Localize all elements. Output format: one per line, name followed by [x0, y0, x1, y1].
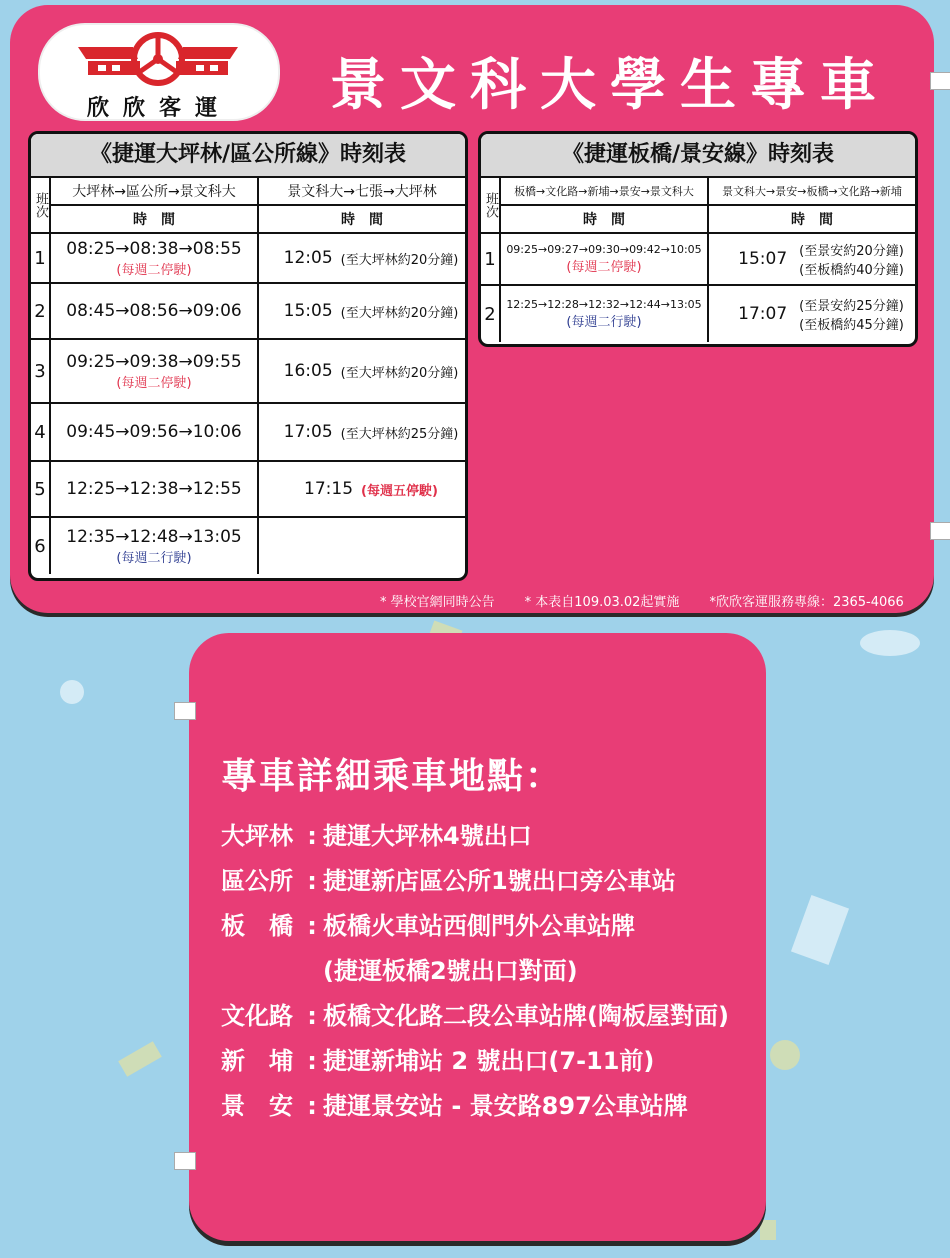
return-time: 15:07 (至景安約20分鐘) (至板橋約40分鐘) [709, 234, 915, 286]
locations-title: 專車詳細乘車地點： [221, 756, 564, 797]
table-body [481, 178, 915, 342]
column-header-outbound: 板橋→文化路→新埔→景安→景文科大 [501, 178, 709, 206]
location-item: 文化路 : 板橋文化路二段公車站牌(陶板屋對面) [221, 996, 729, 1031]
binder-tab [174, 1152, 196, 1170]
row-number: 1 [481, 234, 501, 286]
return-time: 17:05 (至大坪林約25分鐘) [259, 404, 465, 462]
location-detail: 板橋火車站西側門外公車站牌 [323, 912, 635, 940]
column-header-return: 景文科大→景安→板橋→文化路→新埔 [709, 178, 915, 206]
location-name: 景 安 [221, 1092, 293, 1120]
location-detail: 捷運新埔站 2 號出口(7-11前) [323, 1047, 655, 1075]
company-name: 欣欣客運 [86, 96, 231, 121]
outbound-times: 08:45→08:56→09:06 [51, 284, 259, 340]
row-number: 5 [31, 462, 51, 518]
column-header-return: 景文科大→七張→大坪林 [259, 178, 465, 206]
row-number: 2 [481, 286, 501, 342]
footer-note: * 本表自109.03.02起實施 [524, 595, 680, 610]
time-label: 時 間 [51, 206, 259, 234]
location-name: 板 橋 [221, 912, 293, 940]
location-name: 新 埔 [221, 1047, 293, 1075]
location-item: 景 安 : 捷運景安站 - 景安路897公車站牌 [221, 1086, 688, 1121]
outbound-times: 09:25→09:38→09:55 (每週二停駛) [51, 340, 259, 404]
location-detail: (捷運板橋2號出口對面) [323, 957, 578, 985]
return-time: 17:07 (至景安約25分鐘) (至板橋約45分鐘) [709, 286, 915, 342]
return-time: 17:15 (每週五停駛) [259, 462, 465, 518]
location-item: 板 橋 : 板橋火車站西側門外公車站牌 [221, 906, 635, 941]
outbound-times: 12:25→12:38→12:55 [51, 462, 259, 518]
timetable-dapinglin [28, 131, 468, 581]
background-shape [118, 1041, 162, 1077]
location-name: 大坪林 [221, 822, 293, 850]
background-shape [60, 680, 84, 704]
binder-tab [174, 702, 196, 720]
location-item: 大坪林 : 捷運大坪林4號出口 [221, 816, 532, 851]
outbound-times: 12:25→12:28→12:32→12:44→13:05 (每週二行駛) [501, 286, 709, 342]
location-detail: 捷運景安站 - 景安路897公車站牌 [323, 1092, 688, 1120]
footer-note: *欣欣客運服務專線：2365-4066 [709, 595, 904, 610]
outbound-times: 08:25→08:38→08:55 (每週二停駛) [51, 234, 259, 284]
table-title: 《捷運大坪林/區公所線》時刻表 [31, 134, 465, 178]
row-number: 6 [31, 518, 51, 574]
outbound-times: 09:25→09:27→09:30→09:42→10:05 (每週二停駛) [501, 234, 709, 286]
background-shape [860, 630, 920, 656]
binder-tab [930, 522, 950, 540]
page-title: 景文科大學生專車 [330, 53, 890, 118]
timetable-banqiao [478, 131, 918, 347]
footer-note: * 學校官網同時公告 [380, 595, 495, 610]
timetable-panel [10, 5, 934, 613]
location-detail: 捷運新店區公所1號出口旁公車站 [323, 867, 676, 895]
outbound-times: 09:45→09:56→10:06 [51, 404, 259, 462]
location-detail: 捷運大坪林4號出口 [323, 822, 532, 850]
location-item: 新 埔 : 捷運新埔站 2 號出口(7-11前) [221, 1041, 654, 1076]
outbound-times: 12:35→12:48→13:05 (每週二行駛) [51, 518, 259, 574]
background-shape [791, 895, 849, 965]
time-label: 時 間 [709, 206, 915, 234]
column-header-no: 班次 [31, 178, 51, 234]
company-logo [38, 23, 280, 121]
background-shape [770, 1040, 800, 1070]
return-time-empty [259, 518, 465, 574]
time-label: 時 間 [259, 206, 465, 234]
column-header-outbound: 大坪林→區公所→景文科大 [51, 178, 259, 206]
footer-notes [380, 591, 904, 610]
table-body [31, 178, 465, 574]
row-number: 4 [31, 404, 51, 462]
row-number: 3 [31, 340, 51, 404]
return-duration: (至景安約20分鐘) (至板橋約40分鐘) [799, 244, 904, 278]
location-name: 區公所 [221, 867, 293, 895]
table-title: 《捷運板橋/景安線》時刻表 [481, 134, 915, 178]
pickup-locations-panel [189, 633, 766, 1241]
return-time: 15:05 (至大坪林約20分鐘) [259, 284, 465, 340]
return-time: 12:05 (至大坪林約20分鐘) [259, 234, 465, 284]
steering-wheel-wings-icon [78, 29, 238, 93]
return-time: 16:05 (至大坪林約20分鐘) [259, 340, 465, 404]
column-header-no: 班次 [481, 178, 501, 234]
location-name: 文化路 [221, 1002, 293, 1030]
background-shape [760, 1220, 776, 1240]
location-detail: 板橋文化路二段公車站牌(陶板屋對面) [323, 1002, 729, 1030]
return-duration: (至景安約25分鐘) (至板橋約45分鐘) [799, 299, 904, 333]
location-item [221, 951, 578, 986]
row-number: 1 [31, 234, 51, 284]
location-item: 區公所 : 捷運新店區公所1號出口旁公車站 [221, 861, 676, 896]
row-number: 2 [31, 284, 51, 340]
time-label: 時 間 [501, 206, 709, 234]
binder-tab [930, 72, 950, 90]
